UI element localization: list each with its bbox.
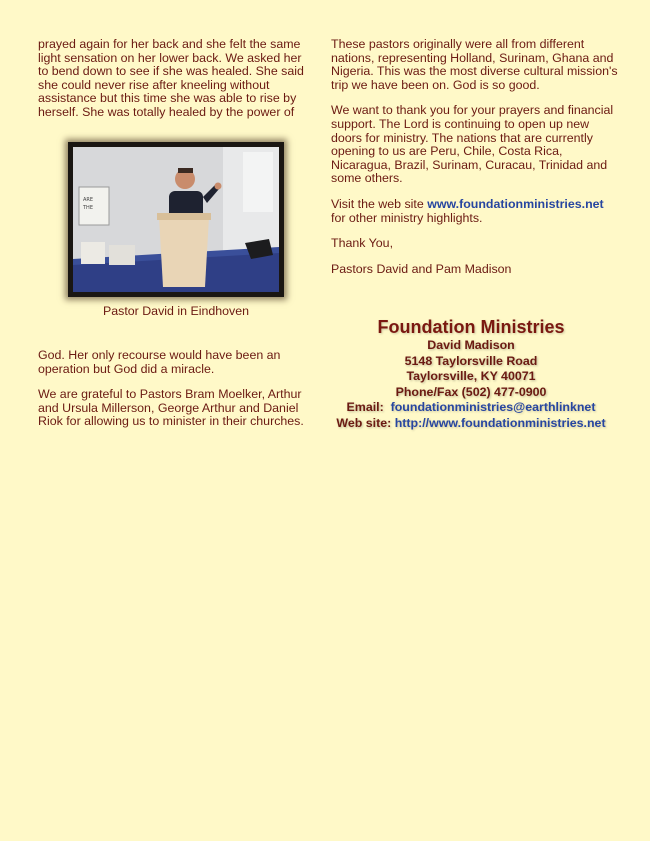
email-label: Email:	[346, 400, 384, 414]
visit-paragraph	[331, 198, 621, 225]
svg-text:ARE: ARE	[83, 197, 94, 203]
email-link[interactable]: foundationministries@earthlinknet	[390, 400, 596, 414]
right-paragraph-1: These pastors originally were all from different nations, representing Holland, Surinam, Ghana and Nigeria. This was the most diverse cultural mission's trip we have been on. God is so good.	[331, 37, 618, 92]
visit-prefix: Visit the web site	[331, 196, 424, 211]
svg-text:THE: THE	[83, 205, 93, 211]
left-paragraph-2: God. Her only recourse would have been an operation but God did a miracle.	[38, 348, 281, 376]
website-link[interactable]: www.foundationministries.net	[427, 196, 604, 211]
left-paragraph-3: We are grateful to Pastors Bram Moelker, Arthur and Ursula Millerson, George Arthur and Daniel Riok for allowing us to minister in their churches.	[38, 387, 304, 429]
contact-city: Taylorsville, KY 40071	[406, 369, 536, 383]
left-column-top	[38, 38, 314, 132]
right-column	[331, 38, 621, 288]
contact-phone: Phone/Fax (502) 477-0900	[395, 384, 547, 399]
organization-name: Foundation Ministries	[377, 317, 565, 337]
web-label: Web site:	[336, 415, 392, 430]
contact-web-row	[331, 416, 611, 432]
pastor-photo	[73, 147, 279, 292]
visit-suffix: for other ministry highlights.	[331, 210, 483, 225]
pastor-photo-illustration	[73, 147, 279, 292]
pastor-photo-frame	[68, 142, 284, 297]
contact-email-row	[331, 400, 611, 416]
contact-block	[331, 316, 611, 431]
right-paragraph-2: We want to thank you for your prayers and financial support. The Lord is continuing to open up new doors for ministry. The nations that are currently opening to us are Peru, Chile, Costa Rica, Nicaragua, Brazil, Surinam, Curacau, Trinidad and some others.	[331, 103, 614, 186]
left-paragraph-1: prayed again for her back and she felt the same light sensation on her lower back. We asked her to bend down to see if she was healed. She said she could never rise after kneeling without assistance but this time she was able to rise by herself. She was totally healed by the power of	[38, 37, 304, 119]
signature-line: Pastors David and Pam Madison	[331, 261, 512, 276]
web-link[interactable]: http://www.foundationministries.net	[394, 415, 606, 430]
contact-name: David Madison	[427, 338, 515, 352]
thank-you-line: Thank You,	[331, 236, 394, 251]
contact-street: 5148 Taylorsville Road	[404, 353, 538, 368]
photo-caption: Pastor David in Eindhoven	[102, 304, 250, 318]
left-column-bottom	[38, 349, 314, 441]
